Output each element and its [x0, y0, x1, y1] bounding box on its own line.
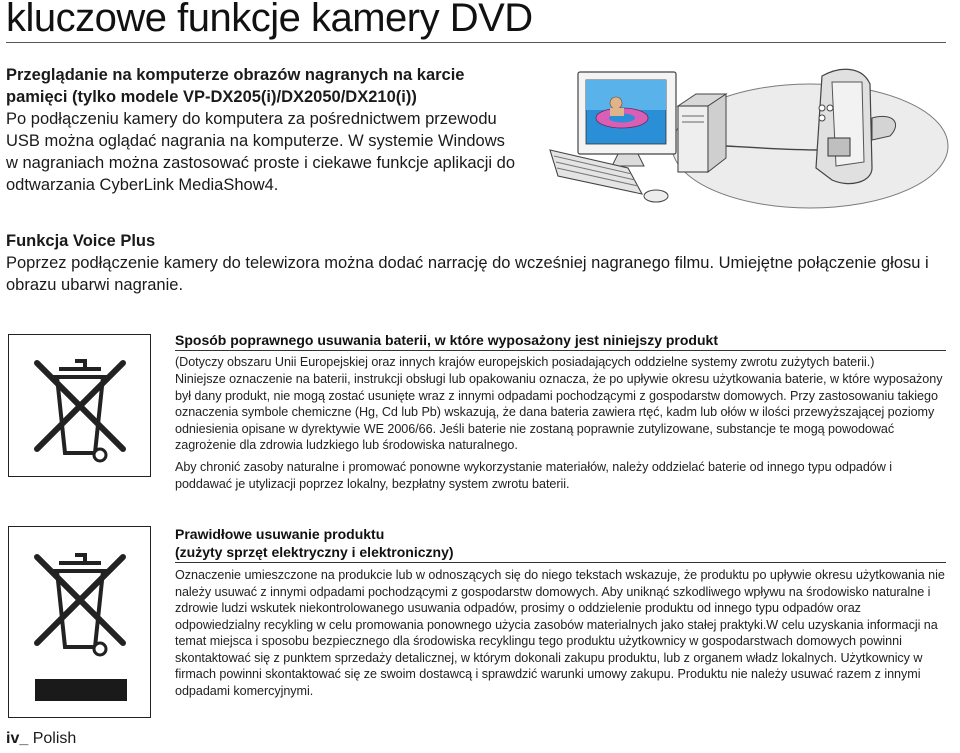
feature-pc-body: Po podłączeniu kamery do komputera za pośrednictwem przewodu USB można oglądać nagrania na komputerze. W systemie Windows w nagraniach można zastosować proste i ciekawe funkcje aplikacji do odtwarzania CyberLink MediaShow4. [6, 110, 516, 194]
pc-camcorder-illustration [510, 58, 950, 210]
page-number: iv_ [6, 730, 29, 747]
battery-disposal-symbol [8, 334, 151, 477]
battery-section-title: Sposób poprawnego usuwania baterii, w które wyposażony jest niniejszy produkt [175, 332, 718, 348]
product-section-title-line2: (zużyty sprzęt elektryczny i elektroniczny) [175, 544, 454, 560]
battery-note: (Dotyczy obszaru Unii Europejskiej oraz innych krajów europejskich posiadających oddzielne systemy zwrotu zużytych baterii.) [175, 355, 875, 369]
page-title: kluczowe funkcje kamery DVD [6, 0, 533, 40]
voice-plus-heading: Funkcja Voice Plus [6, 232, 156, 250]
battery-paragraph: Niniejsze oznaczenie na baterii, instrukcji obsługi lub opakowaniu oznacza, że po upływie okresu użytkowania baterie, w które wyposażony był dany produkt, nie mogą zostać usunięte wraz z innymi odpadami pochodzącymi z gospodarstw domowych. Przy zastosowaniu takiego oznaczenia symbole chemiczne (Hg, Cd lub Pb) wskazują, że dana bateria zawiera rtęć, kadm lub ołów w ilości przewyższającej poziomy odniesienia opisane w dyrektywie WE 2006/66. Jeśli baterie nie zostaną poprawnie zutylizowane, substancje te mogą powodować zagrożenie dla zdrowia ludzkiego lub środowiska naturalnego. [175, 372, 943, 452]
feature-pc-viewing [6, 64, 516, 196]
mouse-icon [644, 190, 668, 202]
language-label: Polish [32, 730, 77, 747]
product-section-divider [175, 562, 946, 563]
pc-tower-icon [678, 94, 726, 172]
feature-pc-heading-line1: Przeglądanie na komputerze obrazów nagranych na karcie [6, 66, 465, 84]
feature-voice-plus [6, 230, 946, 296]
product-paragraph: Oznaczenie umieszczone na produkcie lub w odnoszących się do niego tekstach wskazuje, że produktu po upływie okresu użytkowania nie należy usuwać z innymi odpadami pochodzącymi z gospodarstw domowych. Aby uniknąć szkodliwego wpływu na środowisko naturalne i zdrowie ludzi wskutek niekontrolowanego usuwania odpadów, prosimy o oddzielenie produktu od innego typu odpadów oraz odpowiedzialny recykling w celu promowania ponownego użycia zasobów materialnych jako stałej praktyki.W celu uzyskania informacji na temat miejsca i sposobu bezpiecznego dla środowiska recyklingu tego produktu użytkownicy w gospodarstwach domowych powinni skontaktować się z punktem sprzedaży detalicznej, w którym dokonali zakupu produktu, lub z organem władz lokalnych. Użytkownicy w firmach powinni skontaktować się ze swoim dostawcą i sprawdzić warunki umowy zakupu. Produktu nie należy usuwać razem z innymi odpadami komercyjnymi. [175, 568, 945, 698]
voice-plus-body: Poprzez podłączenie kamery do telewizora można dodać narrację do wcześniej nagranego filmu. Umiejętne połączenie głosu i obrazu ubarwi nagranie. [6, 254, 929, 294]
product-section-title-line1: Prawidłowe usuwanie produktu [175, 526, 385, 542]
weee-disposal-symbol [8, 526, 151, 718]
computer-monitor-icon [578, 72, 676, 166]
battery-section-divider [175, 350, 946, 351]
battery-recycling-paragraph: Aby chronić zasoby naturalne i promować ponowne wykorzystanie materiałów, należy oddzielać baterie od innego typu odpadów i poddawać je utylizacji poprzez lokalny, bezpłatny system zwrotu baterii. [175, 460, 893, 491]
page-footer [6, 730, 76, 748]
feature-pc-heading-line2: pamięci (tylko modele VP-DX205(i)/DX2050/DX210(i)) [6, 88, 417, 106]
title-divider [6, 42, 946, 43]
crossed-bin-bar-icon [9, 527, 150, 717]
crossed-bin-icon [9, 335, 150, 476]
